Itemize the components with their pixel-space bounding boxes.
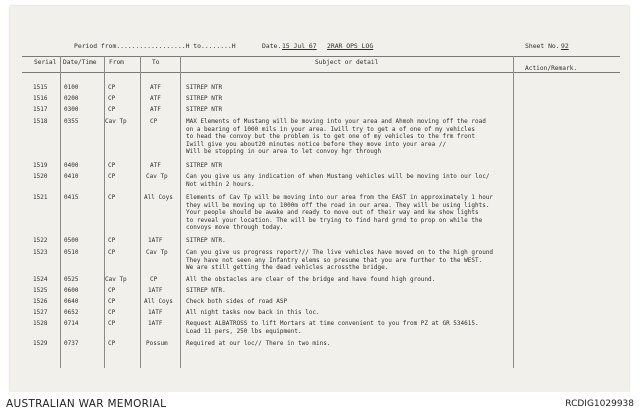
entry-serial: 1517 <box>33 106 48 113</box>
entry-to: ATF <box>150 95 161 102</box>
col-divider <box>104 56 105 368</box>
entry-detail-line: to head the convoy but the problem is to get one of my vehicles to the frm front <box>186 133 475 141</box>
archive-footer <box>0 392 640 419</box>
entry-detail-line: to reveal your location. The will be trying to find hard grnd to prop on while the <box>186 216 483 224</box>
entry-serial: 1529 <box>33 340 48 347</box>
entry-to: All Coys <box>144 194 173 201</box>
entry-from: CP <box>108 95 116 102</box>
entry-to: ATF <box>150 84 161 91</box>
entry-detail-line: they will be moving up to 1000m off the road in our area. They will be using lights. <box>186 201 490 209</box>
col-from: From <box>109 59 124 66</box>
entry-to: 1ATF <box>148 309 163 316</box>
date-label: Date. <box>262 42 282 50</box>
entry-time: 0600 <box>64 287 79 294</box>
entry-detail-line: Elements of Cav Tp will be moving into our area from the EAST in approximately 1 hour <box>186 194 494 201</box>
entry-time: 0200 <box>64 95 79 102</box>
col-divider <box>140 56 141 368</box>
header-bottom-rule <box>22 72 620 73</box>
col-serial: Serial <box>34 59 57 66</box>
entry-to: ATF <box>150 162 161 169</box>
entry-detail-line: Request ALBATROSS to lift Mortars at time convenient to you from PZ at GR 534615. <box>186 320 479 327</box>
entry-to: All Coys <box>144 298 173 305</box>
institution-name: AUSTRALIAN WAR MEMORIAL <box>6 398 167 410</box>
entry-detail-line: SITREP NTR. <box>186 237 226 244</box>
entry-to: Cav Tp <box>146 173 168 180</box>
entry-detail-line: SITREP NTR <box>186 95 223 102</box>
entry-from: CP <box>108 237 116 244</box>
entry-from: CP <box>108 249 116 256</box>
sheet-number: 92 <box>561 42 569 50</box>
entry-time: 0640 <box>64 298 79 305</box>
entry-serial: 1525 <box>33 287 48 294</box>
log-header <box>0 42 640 56</box>
col-action: Action/Remark. <box>525 65 578 72</box>
sheet-label: Sheet No. <box>525 42 560 50</box>
entry-serial: 1524 <box>33 276 48 283</box>
entry-time: 0100 <box>64 84 79 91</box>
entry-detail-line: SITREP NTR <box>186 84 223 91</box>
entry-time: 0410 <box>64 173 79 180</box>
entry-time: 0510 <box>64 249 79 256</box>
entry-time: 0500 <box>64 237 79 244</box>
entry-detail-line: MAX Elements of Mustang will be moving into your area and Ahmoh moving off the road <box>186 118 486 125</box>
entry-from: CP <box>108 162 116 169</box>
entry-from: CP <box>108 309 116 316</box>
entry-serial: 1520 <box>33 173 48 180</box>
entry-time: 0714 <box>64 320 79 327</box>
entry-detail-line: All night tasks now back in this loc. <box>186 309 320 316</box>
entry-detail-line: Iwill give you about20 minutes notice before they move into your area // <box>186 140 447 148</box>
entry-detail-line: Load 11 pers, 250 lbs equipment. <box>186 327 302 335</box>
col-to: To <box>152 59 160 66</box>
entry-detail-line: convoys move through today. <box>186 224 284 232</box>
entry-detail-line: SITREP NTR. <box>186 287 226 294</box>
entry-detail-line: Can you give us any indication of when Mustang vehicles will be moving into our loc/ <box>186 173 490 180</box>
entry-to: CP <box>150 118 158 125</box>
entry-from: CP <box>108 287 116 294</box>
entry-detail-line: Check both sides of road ASP <box>186 298 288 305</box>
entry-time: 0300 <box>64 106 79 113</box>
entry-detail-line: on a bearing of 1000 mils in your area. Iwill try to get a of one of my vehicles <box>186 125 475 133</box>
entry-time: 0525 <box>64 276 79 283</box>
col-time: Date/Time <box>63 59 97 66</box>
entry-serial: 1523 <box>33 249 48 256</box>
entry-to: Cav Tp <box>146 249 168 256</box>
col-divider <box>513 56 514 368</box>
col-divider <box>180 56 181 368</box>
entry-to: CP <box>150 276 158 283</box>
entry-from: CP <box>108 298 116 305</box>
entry-to: Possum <box>146 340 168 347</box>
entry-time: 0355 <box>64 118 79 125</box>
entry-to: ATF <box>150 106 161 113</box>
entry-to: 1ATF <box>148 237 163 244</box>
log-title: 2RAR OPS LOG <box>327 42 374 50</box>
archive-reference: RCDIG1029938 <box>565 399 634 409</box>
entry-time: 0415 <box>64 194 79 201</box>
entry-from: CP <box>108 84 116 91</box>
entry-from: CP <box>108 106 116 113</box>
entry-detail-line: Not within 2 hours. <box>186 180 255 188</box>
entry-detail-line: We are still getting the dead vehicles acrossthe bridge. <box>186 264 389 272</box>
entry-serial: 1526 <box>33 298 48 305</box>
entry-from: CP <box>108 173 116 180</box>
entry-to: 1ATF <box>148 287 163 294</box>
entry-detail-line: All the obstacles are clear of the bridge and have found high ground. <box>186 276 436 283</box>
entry-detail-line: They have not seen any Infantry elems so presume that you are further to the WEST. <box>186 256 483 264</box>
entry-from: Cav Tp <box>105 118 127 125</box>
entry-detail-line: SITREP NTR <box>186 106 223 113</box>
col-divider <box>60 56 61 368</box>
entry-serial: 1519 <box>33 162 48 169</box>
column-headers <box>0 56 640 72</box>
entry-detail-line: Will be stopping in our area to let convoy hgr through <box>186 148 382 156</box>
period-field: Period from..................H to........H <box>74 42 236 50</box>
entry-time: 0737 <box>64 340 79 347</box>
entry-serial: 1522 <box>33 237 48 244</box>
entry-time: 0652 <box>64 309 79 316</box>
entry-detail-line: Your people should be awake and ready to move out of their way and kw show lights <box>186 209 479 217</box>
entry-detail-line: SITREP NTR <box>186 162 223 169</box>
entry-from: Cav Tp <box>105 276 127 283</box>
entry-from: CP <box>108 340 116 347</box>
entry-serial: 1516 <box>33 95 48 102</box>
date-value: 15 Jul 67 <box>282 42 317 50</box>
entry-serial: 1527 <box>33 309 48 316</box>
col-subject: Subject or detail <box>315 59 379 66</box>
entry-from: CP <box>108 320 116 327</box>
entry-time: 0400 <box>64 162 79 169</box>
entry-serial: 1518 <box>33 118 48 125</box>
entry-serial: 1528 <box>33 320 48 327</box>
entry-to: 1ATF <box>148 320 163 327</box>
entry-from: CP <box>108 194 116 201</box>
entry-detail-line: Required at our loc// There in two mins. <box>186 340 331 347</box>
entry-serial: 1515 <box>33 84 48 91</box>
entry-detail-line: Can you give us progress report?// The live vehicles have moved on to the high ground <box>186 249 494 256</box>
entry-serial: 1521 <box>33 194 48 201</box>
